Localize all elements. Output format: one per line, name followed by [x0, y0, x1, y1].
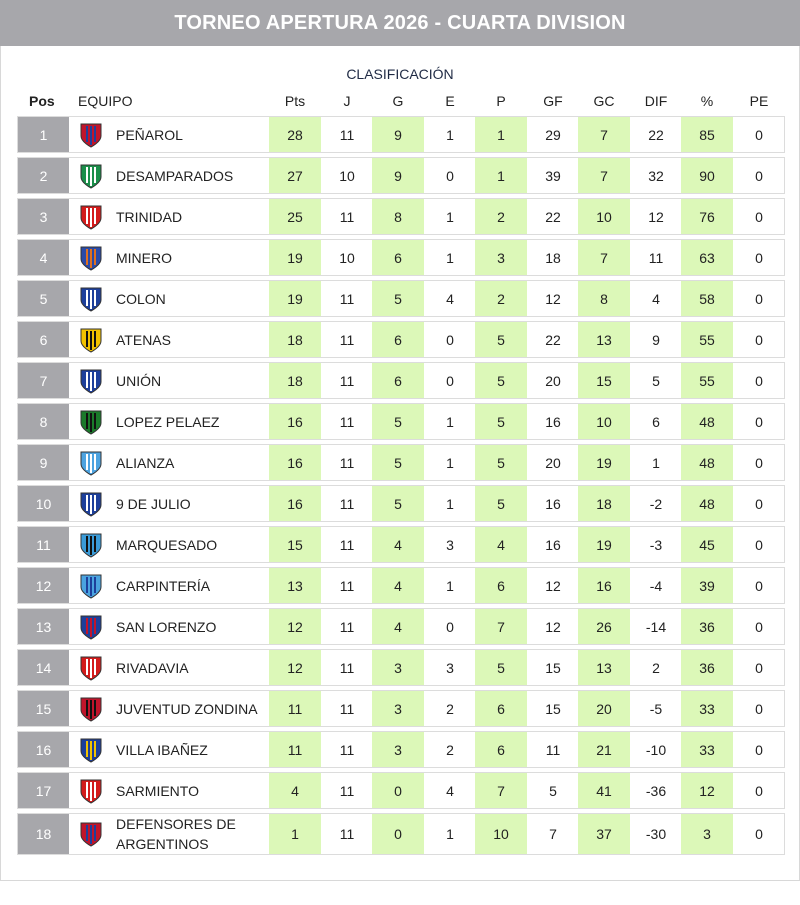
col-header-pos: Pos [29, 93, 55, 109]
team-name: LOPEZ PELAEZ [116, 413, 220, 430]
cell-p: 10 [475, 814, 527, 854]
cell-pe: 0 [755, 126, 763, 143]
cell-gc: 13 [578, 322, 630, 357]
row-position: 13 [18, 609, 69, 644]
cell-pe: 0 [755, 454, 763, 471]
cell-pts: 12 [269, 609, 321, 644]
colon-crest-icon [78, 281, 104, 316]
villa-ibanez-crest-icon [78, 732, 104, 767]
table-row [17, 772, 785, 809]
table-row [17, 239, 785, 276]
cell-pct: 45 [681, 527, 733, 562]
team-name: COLON [116, 290, 166, 307]
cell-pe: 0 [755, 536, 763, 553]
cell-e: 1 [446, 208, 454, 225]
juventud-zondina-crest-icon [78, 691, 104, 726]
col-header-gc: GC [593, 93, 615, 109]
table-row [17, 321, 785, 358]
team-name: ALIANZA [116, 454, 175, 471]
cell-p: 5 [475, 363, 527, 398]
cell-dif: 22 [648, 126, 664, 143]
cell-dif: -4 [649, 577, 663, 594]
page-title: TORNEO APERTURA 2026 - CUARTA DIVISION [0, 0, 800, 46]
cell-gf: 12 [545, 618, 561, 635]
cell-j: 11 [339, 126, 355, 143]
cell-gf: 16 [545, 413, 561, 430]
cell-pe: 0 [755, 826, 763, 842]
cell-j: 11 [339, 372, 355, 389]
cell-gc: 18 [578, 486, 630, 521]
table-row [17, 198, 785, 235]
table-row [17, 362, 785, 399]
cell-pts: 16 [269, 486, 321, 521]
cell-dif: 11 [648, 249, 664, 266]
cell-gc: 37 [578, 814, 630, 854]
col-header-g: G [392, 93, 404, 109]
cell-j: 11 [339, 577, 355, 594]
cell-j: 11 [339, 659, 355, 676]
row-position: 6 [18, 322, 69, 357]
cell-g: 9 [372, 158, 424, 193]
team-name: SAN LORENZO [116, 618, 217, 635]
cell-j: 11 [339, 782, 355, 799]
cell-pe: 0 [755, 495, 763, 512]
col-header-j: J [343, 93, 351, 109]
cell-e: 0 [446, 331, 454, 348]
row-position: 4 [18, 240, 69, 275]
cell-gf: 12 [545, 290, 561, 307]
cell-gf: 29 [545, 126, 561, 143]
cell-pts: 11 [269, 732, 321, 767]
cell-gf: 18 [545, 249, 561, 266]
cell-pe: 0 [755, 700, 763, 717]
cell-dif: -10 [645, 741, 667, 758]
table-row [17, 567, 785, 604]
cell-dif: 1 [652, 454, 660, 471]
cell-dif: 12 [648, 208, 664, 225]
cell-g: 6 [372, 322, 424, 357]
cell-e: 4 [446, 290, 454, 307]
cell-g: 4 [372, 527, 424, 562]
cell-g: 6 [372, 240, 424, 275]
desamparados-crest-icon [78, 158, 104, 193]
cell-pct: 36 [681, 609, 733, 644]
cell-pct: 33 [681, 691, 733, 726]
cell-pts: 11 [269, 691, 321, 726]
cell-pct: 48 [681, 486, 733, 521]
cell-pct: 33 [681, 732, 733, 767]
cell-pe: 0 [755, 290, 763, 307]
cell-e: 1 [446, 826, 454, 842]
cell-pct: 36 [681, 650, 733, 685]
cell-j: 11 [339, 826, 355, 842]
cell-p: 5 [475, 486, 527, 521]
table-row [17, 690, 785, 727]
cell-pts: 19 [269, 240, 321, 275]
cell-j: 11 [339, 536, 355, 553]
cell-pct: 12 [681, 773, 733, 808]
cell-e: 1 [446, 126, 454, 143]
cell-g: 5 [372, 404, 424, 439]
cell-j: 11 [339, 741, 355, 758]
cell-j: 10 [339, 249, 355, 266]
team-name: MARQUESADO [116, 536, 218, 553]
cell-g: 3 [372, 691, 424, 726]
cell-dif: 6 [652, 413, 660, 430]
col-header-e: E [445, 93, 455, 109]
cell-gf: 15 [545, 700, 561, 717]
cell-dif: -36 [645, 782, 667, 799]
cell-e: 3 [446, 659, 454, 676]
cell-p: 1 [475, 117, 527, 152]
cell-gf: 22 [545, 331, 561, 348]
cell-pts: 13 [269, 568, 321, 603]
cell-p: 1 [475, 158, 527, 193]
cell-gf: 11 [545, 741, 561, 758]
cell-pe: 0 [755, 782, 763, 799]
cell-gc: 10 [578, 404, 630, 439]
standings-panel [0, 46, 800, 881]
cell-e: 1 [446, 413, 454, 430]
standings-subtitle: CLASIFICACIÓN [346, 66, 454, 82]
cell-p: 6 [475, 732, 527, 767]
cell-gf: 20 [545, 454, 561, 471]
row-position: 1 [18, 117, 69, 152]
cell-dif: 32 [648, 167, 664, 184]
cell-gc: 20 [578, 691, 630, 726]
col-header-p: P [496, 93, 506, 109]
cell-dif: -14 [645, 618, 667, 635]
table-row [17, 157, 785, 194]
row-position: 12 [18, 568, 69, 603]
cell-dif: 9 [652, 331, 660, 348]
cell-gc: 8 [578, 281, 630, 316]
cell-dif: 2 [652, 659, 660, 676]
cell-e: 1 [446, 249, 454, 266]
table-row [17, 526, 785, 563]
team-name: ATENAS [116, 331, 171, 348]
col-header-team: EQUIPO [78, 93, 133, 109]
cell-pts: 18 [269, 322, 321, 357]
cell-e: 1 [446, 577, 454, 594]
cell-gc: 19 [578, 445, 630, 480]
col-header-gf: GF [543, 93, 563, 109]
cell-gf: 16 [545, 495, 561, 512]
minero-crest-icon [78, 240, 104, 275]
team-name: UNIÓN [116, 372, 162, 389]
cell-g: 0 [372, 773, 424, 808]
cell-g: 4 [372, 568, 424, 603]
table-row [17, 731, 785, 768]
rivadavia-crest-icon [78, 650, 104, 685]
cell-pct: 48 [681, 404, 733, 439]
cell-e: 0 [446, 618, 454, 635]
cell-j: 11 [339, 618, 355, 635]
row-position: 7 [18, 363, 69, 398]
alianza-crest-icon [78, 445, 104, 480]
table-row [17, 403, 785, 440]
cell-pct: 48 [681, 445, 733, 480]
cell-e: 1 [446, 454, 454, 471]
row-position: 16 [18, 732, 69, 767]
cell-pts: 1 [269, 814, 321, 854]
cell-p: 6 [475, 568, 527, 603]
cell-pe: 0 [755, 167, 763, 184]
cell-pts: 16 [269, 404, 321, 439]
col-header-pts: Pts [284, 93, 306, 109]
team-name: SARMIENTO [116, 782, 199, 799]
cell-gf: 5 [549, 782, 557, 799]
cell-j: 11 [339, 208, 355, 225]
cell-g: 5 [372, 281, 424, 316]
team-name: DEFENSORES DE ARGENTINOS [116, 816, 236, 852]
cell-pct: 85 [681, 117, 733, 152]
team-name: 9 DE JULIO [116, 495, 191, 512]
carpinteria-crest-icon [78, 568, 104, 603]
cell-gc: 26 [578, 609, 630, 644]
col-header-pct: % [700, 93, 714, 109]
team-name: JUVENTUD ZONDINA [116, 700, 258, 717]
cell-pct: 58 [681, 281, 733, 316]
table-row [17, 608, 785, 645]
cell-pe: 0 [755, 208, 763, 225]
row-position: 14 [18, 650, 69, 685]
cell-gf: 16 [545, 536, 561, 553]
cell-g: 8 [372, 199, 424, 234]
cell-g: 6 [372, 363, 424, 398]
cell-gc: 21 [578, 732, 630, 767]
marquesado-crest-icon [78, 527, 104, 562]
cell-g: 5 [372, 486, 424, 521]
cell-pe: 0 [755, 741, 763, 758]
cell-p: 3 [475, 240, 527, 275]
row-position: 11 [18, 527, 69, 562]
team-name: RIVADAVIA [116, 659, 189, 676]
row-position: 15 [18, 691, 69, 726]
team-name: TRINIDAD [116, 208, 183, 225]
cell-pct: 76 [681, 199, 733, 234]
atenas-crest-icon [78, 322, 104, 357]
cell-j: 11 [339, 495, 355, 512]
cell-pct: 63 [681, 240, 733, 275]
cell-j: 11 [339, 700, 355, 717]
cell-pct: 55 [681, 322, 733, 357]
cell-gf: 15 [545, 659, 561, 676]
cell-p: 2 [475, 199, 527, 234]
cell-dif: -30 [645, 826, 667, 842]
cell-dif: -5 [649, 700, 663, 717]
table-row [17, 485, 785, 522]
team-name: DESAMPARADOS [116, 167, 234, 184]
cell-pe: 0 [755, 249, 763, 266]
row-position: 9 [18, 445, 69, 480]
cell-p: 2 [475, 281, 527, 316]
cell-g: 9 [372, 117, 424, 152]
cell-p: 5 [475, 322, 527, 357]
cell-g: 0 [372, 814, 424, 854]
cell-gc: 16 [578, 568, 630, 603]
cell-g: 4 [372, 609, 424, 644]
cell-pts: 25 [269, 199, 321, 234]
cell-gc: 7 [578, 240, 630, 275]
table-row [17, 116, 785, 153]
cell-pts: 15 [269, 527, 321, 562]
col-header-pe: PE [749, 93, 769, 109]
cell-j: 11 [339, 331, 355, 348]
cell-pct: 39 [681, 568, 733, 603]
lopez-pelaez-crest-icon [78, 404, 104, 439]
defensores-de-argentinos-crest-icon [78, 814, 104, 854]
cell-pct: 90 [681, 158, 733, 193]
cell-pct: 55 [681, 363, 733, 398]
cell-g: 5 [372, 445, 424, 480]
cell-e: 3 [446, 536, 454, 553]
cell-p: 6 [475, 691, 527, 726]
cell-e: 0 [446, 167, 454, 184]
cell-p: 5 [475, 404, 527, 439]
cell-p: 5 [475, 650, 527, 685]
cell-pts: 18 [269, 363, 321, 398]
cell-p: 4 [475, 527, 527, 562]
cell-pe: 0 [755, 372, 763, 389]
cell-pts: 27 [269, 158, 321, 193]
cell-j: 11 [339, 454, 355, 471]
row-position: 8 [18, 404, 69, 439]
cell-g: 3 [372, 732, 424, 767]
cell-e: 1 [446, 495, 454, 512]
cell-pe: 0 [755, 659, 763, 676]
table-row [17, 444, 785, 481]
cell-gc: 7 [578, 158, 630, 193]
cell-e: 2 [446, 741, 454, 758]
cell-p: 5 [475, 445, 527, 480]
cell-pts: 19 [269, 281, 321, 316]
team-name: MINERO [116, 249, 172, 266]
penarol-crest-icon [78, 117, 104, 152]
cell-e: 4 [446, 782, 454, 799]
cell-e: 0 [446, 372, 454, 389]
cell-gf: 7 [549, 826, 557, 842]
cell-dif: 4 [652, 290, 660, 307]
row-position: 2 [18, 158, 69, 193]
cell-p: 7 [475, 773, 527, 808]
row-position: 18 [18, 814, 69, 854]
team-name: VILLA IBAÑEZ [116, 741, 208, 758]
row-position: 17 [18, 773, 69, 808]
row-position: 5 [18, 281, 69, 316]
cell-pe: 0 [755, 618, 763, 635]
cell-gc: 13 [578, 650, 630, 685]
table-row [17, 280, 785, 317]
trinidad-crest-icon [78, 199, 104, 234]
cell-pts: 4 [269, 773, 321, 808]
cell-gc: 15 [578, 363, 630, 398]
cell-p: 7 [475, 609, 527, 644]
cell-gf: 20 [545, 372, 561, 389]
cell-e: 2 [446, 700, 454, 717]
san-lorenzo-crest-icon [78, 609, 104, 644]
table-row [17, 813, 785, 855]
table-row [17, 649, 785, 686]
union-crest-icon [78, 363, 104, 398]
cell-dif: 5 [652, 372, 660, 389]
cell-gc: 19 [578, 527, 630, 562]
cell-pts: 16 [269, 445, 321, 480]
cell-j: 11 [339, 290, 355, 307]
cell-gf: 12 [545, 577, 561, 594]
cell-pts: 28 [269, 117, 321, 152]
cell-g: 3 [372, 650, 424, 685]
row-position: 10 [18, 486, 69, 521]
row-position: 3 [18, 199, 69, 234]
cell-pts: 12 [269, 650, 321, 685]
cell-gf: 22 [545, 208, 561, 225]
cell-j: 10 [339, 167, 355, 184]
cell-gc: 7 [578, 117, 630, 152]
cell-j: 11 [339, 413, 355, 430]
cell-gf: 39 [545, 167, 561, 184]
9-de-julio-crest-icon [78, 486, 104, 521]
team-name: PEÑAROL [116, 126, 183, 143]
cell-gc: 41 [578, 773, 630, 808]
cell-pct: 3 [681, 814, 733, 854]
cell-pe: 0 [755, 577, 763, 594]
cell-dif: -2 [649, 495, 663, 512]
cell-pe: 0 [755, 413, 763, 430]
col-header-dif: DIF [644, 93, 668, 109]
team-name: CARPINTERÍA [116, 577, 211, 594]
cell-dif: -3 [649, 536, 663, 553]
cell-pe: 0 [755, 331, 763, 348]
sarmiento-crest-icon [78, 773, 104, 808]
cell-gc: 10 [578, 199, 630, 234]
